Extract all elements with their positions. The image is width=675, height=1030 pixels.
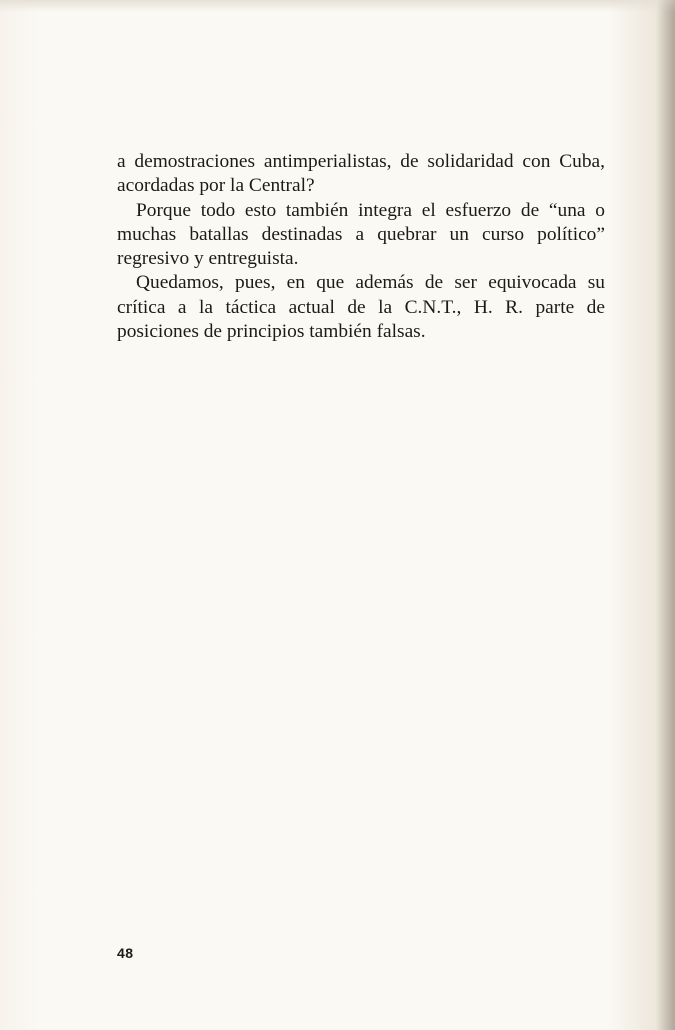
paragraph-2: Porque todo esto también integra el esfuerzo de “una o muchas batallas destinadas a quebrar un curso político” regresivo y entreguista. <box>117 199 605 270</box>
body-text <box>117 150 605 344</box>
paragraph-1: a demostraciones antimperialistas, de solidaridad con Cuba, acordadas por la Central? <box>117 151 605 197</box>
page-number: 48 <box>117 945 134 961</box>
paragraph-3: Quedamos, pues, en que además de ser equivocada su crítica a la táctica actual de la C.N.T., H. R. parte de posiciones de principios también falsas. <box>117 272 605 343</box>
page-top-edge <box>0 0 675 12</box>
binding-shadow <box>657 0 675 1030</box>
